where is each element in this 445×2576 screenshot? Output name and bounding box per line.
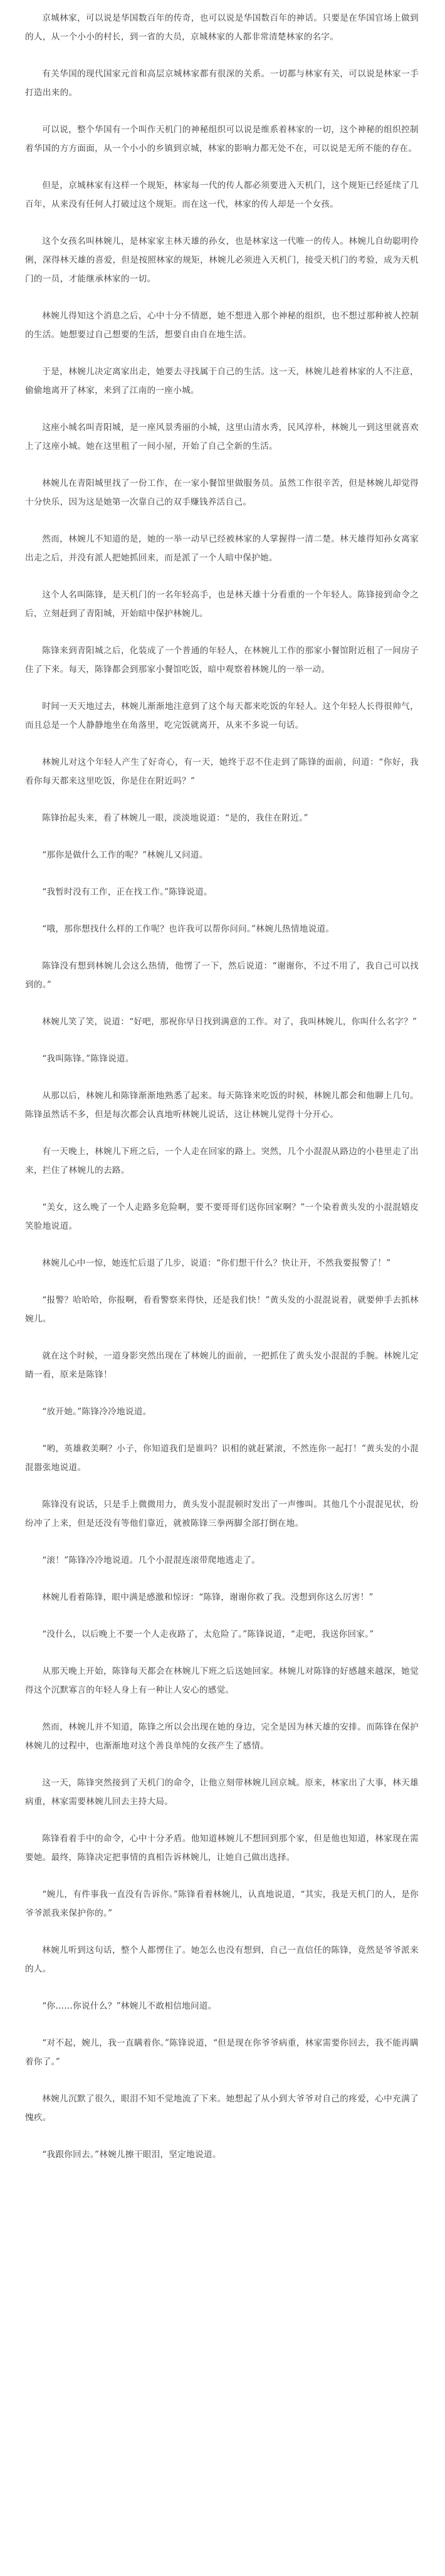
article-paragraph: 然而，林婉儿并不知道，陈锋之所以会出现在她的身边，完全是因为林天雄的安排。而陈锋在保护林婉儿的过程中，也渐渐地对这个善良单纯的女孩产生了感情。 [25, 1722, 419, 1751]
article-paragraph: “滚！”陈锋冷冷地说道。几个小混混连滚带爬地逃走了。 [42, 1555, 261, 1565]
article-paragraph: 林婉儿在青阳城里找了一份工作，在一家小餐馆里做服务员。虽然工作很辛苦，但是林婉儿却觉得十分快乐，因为这是她第一次靠自己的双手赚钱养活自己。 [25, 478, 419, 507]
article-paragraph: 但是，京城林家有这样一个规矩，林家每一代的传人都必须要进入天机门，这个规矩已经延续了几百年，从来没有任何人打破过这个规矩。而在这一代，林家的传人却是一个女孩。 [25, 181, 419, 209]
article-paragraph: “放开她。”陈锋冷冷地说道。 [42, 1407, 152, 1417]
article-paragraph: “我跟你回去。”林婉儿擦干眼泪，坚定地说道。 [42, 2150, 221, 2160]
article-paragraph: 可以说，整个华国有一个叫作天机门的神秘组织可以说是维系着林家的一切，这个神秘的组织控制着华国的方方面面，从一个小小的乡镇到京城，林家的影响力都无处不在，可以说是无所不能的存在。 [25, 125, 419, 154]
article-paragraph: 陈锋来到青阳城之后，化装成了一个普通的年轻人，在林婉儿工作的那家小餐馆附近租了一间房子住了下来。每天，陈锋都会到那家小餐馆吃饭，暗中观察着林婉儿的一举一动。 [25, 646, 419, 675]
article-paragraph: 于是，林婉儿决定离家出走，她要去寻找属于自己的生活。这一天，林婉儿趁着林家的人不注意，偷偷地离开了林家，来到了江南的一座小城。 [25, 367, 419, 396]
article-paragraph: “哦，那你想找什么样的工作呢？也许我可以帮你问问。”林婉儿热情地说道。 [42, 924, 335, 934]
article-paragraph: 林婉儿得知这个消息之后，心中十分不情愿，她不想进入那个神秘的组织，也不想过那种被人控制的生活。她想要过自己想要的生活，想要自由自在地生活。 [25, 311, 419, 340]
article-paragraph: 这一天，陈锋突然接到了天机门的命令，让他立刻带林婉儿回京城。原来，林家出了大事，林天雄病重，林家需要林婉儿回去主持大局。 [25, 1778, 419, 1807]
article-paragraph: 林婉儿心中一惊，她连忙后退了几步，说道：“你们想干什么？快让开，不然我要报警了！” [42, 1258, 391, 1268]
article-paragraph: “那你是做什么工作的呢？”林婉儿又问道。 [42, 850, 208, 860]
article-paragraph: 陈锋没有说话，只是手上微微用力，黄头发小混混顿时发出了一声惨叫。其他几个小混混见状，纷纷冲了上来，但是还没有等他们靠近，就被陈锋三拳两脚全部打倒在地。 [25, 1500, 419, 1528]
article-paragraph: 京城林家，可以说是华国数百年的传奇，也可以说是华国数百年的神话。只要是在华国官场上做到的人，从一个小小的村长，到一省的大员，京城林家的人都非常清楚林家的名字。 [25, 13, 419, 42]
article-body [25, 9, 419, 2164]
article-paragraph: “我暂时没有工作，正在找工作。”陈锋说道。 [42, 887, 212, 897]
article-paragraph: 陈锋看着手中的命令，心中十分矛盾。他知道林婉儿不想回到那个家，但是他也知道，林家现在需要她。最终，陈锋决定把事情的真相告诉林婉儿，让她自己做出选择。 [25, 1834, 419, 1863]
article-paragraph: 然而，林婉儿不知道的是，她的一举一动早已经被林家的人掌握得一清二楚。林天雄得知孙女离家出走之后，并没有派人把她抓回来，而是派了一个人暗中保护她。 [25, 534, 419, 563]
article-paragraph: “哟，英雄救美啊？小子，你知道我们是谁吗？识相的就赶紧滚，不然连你一起打！”黄头发的小混混嚣张地说道。 [25, 1444, 419, 1473]
article-paragraph: “婉儿，有件事我一直没有告诉你。”陈锋看着林婉儿，认真地说道，“其实，我是天机门的人，是你爷爷派我来保护你的。” [25, 1890, 419, 1918]
article-paragraph: 从那天晚上开始，陈锋每天都会在林婉儿下班之后送她回家。林婉儿对陈锋的好感越来越深，她觉得这个沉默寡言的年轻人身上有一种让人安心的感觉。 [25, 1666, 419, 1695]
article-paragraph: 时间一天天地过去，林婉儿渐渐地注意到了这个每天都来吃饭的年轻人。这个年轻人长得很帅气，而且总是一个人静静地坐在角落里，吃完饭就离开，从来不多说一句话。 [25, 702, 419, 730]
article-paragraph: 就在这个时候，一道身影突然出现在了林婉儿的面前，一把抓住了黄头发小混混的手腕。林婉儿定睛一看，原来是陈锋！ [25, 1351, 419, 1380]
article-paragraph: 林婉儿看着陈锋，眼中满是感激和惊讶：“陈锋，谢谢你救了我。没想到你这么厉害！” [42, 1592, 374, 1602]
article-paragraph: 陈锋抬起头来，看了林婉儿一眼，淡淡地说道：“是的，我住在附近。” [42, 813, 308, 823]
article-paragraph: 有关华国的现代国家元首和高层京城林家都有很深的关系。一切都与林家有关，可以说是林家一手打造出来的。 [25, 69, 419, 98]
article-paragraph: 有一天晚上，林婉儿下班之后，一个人走在回家的路上。突然，几个小混混从路边的小巷里走了出来，拦住了林婉儿的去路。 [25, 1147, 419, 1175]
article-paragraph: 这个人名叫陈锋，是天机门的一名年轻高手，也是林天雄十分看重的一个年轻人。陈锋接到命令之后，立刻赶到了青阳城，开始暗中保护林婉儿。 [25, 590, 419, 619]
article-paragraph: 陈锋没有想到林婉儿会这么热情，他愣了一下，然后说道：“谢谢你，不过不用了，我自己可以找到的。” [25, 961, 419, 990]
article-paragraph: 林婉儿笑了笑，说道：“好吧，那祝你早日找到满意的工作。对了，我叫林婉儿，你叫什么名字？” [42, 1017, 417, 1027]
article-paragraph: 从那以后，林婉儿和陈锋渐渐地熟悉了起来。每天陈锋来吃饭的时候，林婉儿都会和他聊上几句。陈锋虽然话不多，但是每次都会认真地听林婉儿说话，这让林婉儿觉得十分开心。 [25, 1091, 419, 1120]
article-paragraph: 林婉儿听到这句话，整个人都愣住了。她怎么也没有想到，自己一直信任的陈锋，竟然是爷爷派来的人。 [25, 1945, 419, 1974]
article-paragraph: “没什么，以后晚上不要一个人走夜路了，太危险了。”陈锋说道，“走吧，我送你回家。” [42, 1629, 374, 1639]
article-paragraph: 林婉儿对这个年轻人产生了好奇心，有一天，她终于忍不住走到了陈锋的面前，问道：“你好，我看你每天都来这里吃饭，你是住在附近吗？” [25, 757, 419, 786]
article-paragraph: 这个女孩名叫林婉儿，是林家家主林天雄的孙女，也是林家这一代唯一的传人。林婉儿自幼聪明伶俐，深得林天雄的喜爱，但是按照林家的规矩，林婉儿必须进入天机门，接受天机门的考验，成为天机门的一员，才能继承林家的一切。 [25, 236, 419, 284]
article-paragraph: “我叫陈锋。”陈锋说道。 [42, 1054, 134, 1064]
article-paragraph: 林婉儿沉默了很久，眼泪不知不觉地流了下来。她想起了从小到大爷爷对自己的疼爱，心中充满了愧疚。 [25, 2094, 419, 2123]
article-paragraph: “报警？哈哈哈，你报啊，看看警察来得快，还是我们快！”黄头发的小混混说着，就要伸手去抓林婉儿。 [25, 1295, 419, 1324]
article-paragraph: “对不起，婉儿，我一直瞒着你。”陈锋说道，“但是现在你爷爷病重，林家需要你回去，我不能再瞒着你了。” [25, 2038, 419, 2067]
article-paragraph: “美女，这么晚了一个人走路多危险啊，要不要哥哥们送你回家啊？”一个染着黄头发的小混混嬉皮笑脸地说道。 [25, 1202, 419, 1231]
article-paragraph: 这座小城名叫青阳城，是一座风景秀丽的小城，这里山清水秀，民风淳朴，林婉儿一到这里就喜欢上了这座小城。她在这里租了一间小屋，开始了自己全新的生活。 [25, 423, 419, 451]
article-paragraph: “你……你说什么？”林婉儿不敢相信地问道。 [42, 2001, 217, 2011]
